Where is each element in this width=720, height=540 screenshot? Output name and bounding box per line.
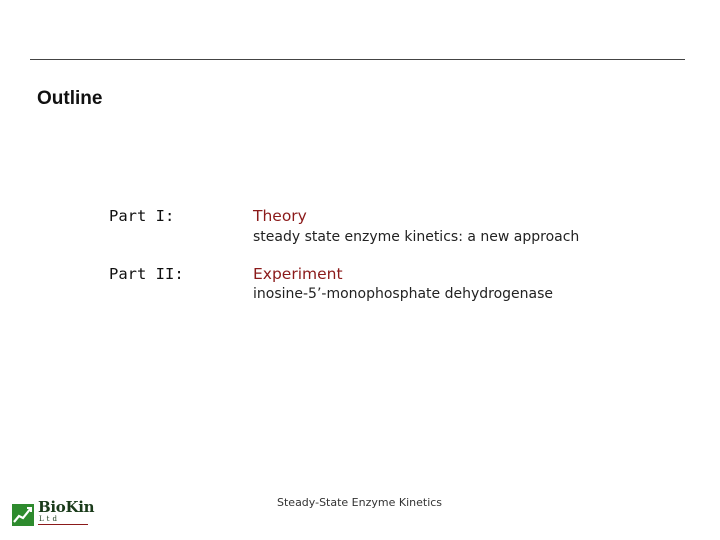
- top-divider: [30, 59, 685, 60]
- logo-subtext: Ltd: [39, 515, 60, 523]
- part-2-description: inosine-5’-monophosphate dehydrogenase: [253, 286, 554, 302]
- part-1-heading: Theory: [253, 207, 307, 225]
- part-2-label: Part II:: [109, 265, 184, 283]
- part-1-label: Part I:: [109, 207, 175, 225]
- biokin-logo-icon: [12, 504, 34, 526]
- part-2-heading: Experiment: [253, 265, 343, 283]
- footer-text: Steady-State Enzyme Kinetics: [277, 496, 443, 509]
- logo-underline: [38, 524, 88, 525]
- slide-title: Outline: [37, 88, 103, 109]
- biokin-logo: [12, 498, 95, 528]
- logo-text: BioKin: [38, 498, 95, 516]
- part-1-description: steady state enzyme kinetics: a new approach: [253, 229, 580, 245]
